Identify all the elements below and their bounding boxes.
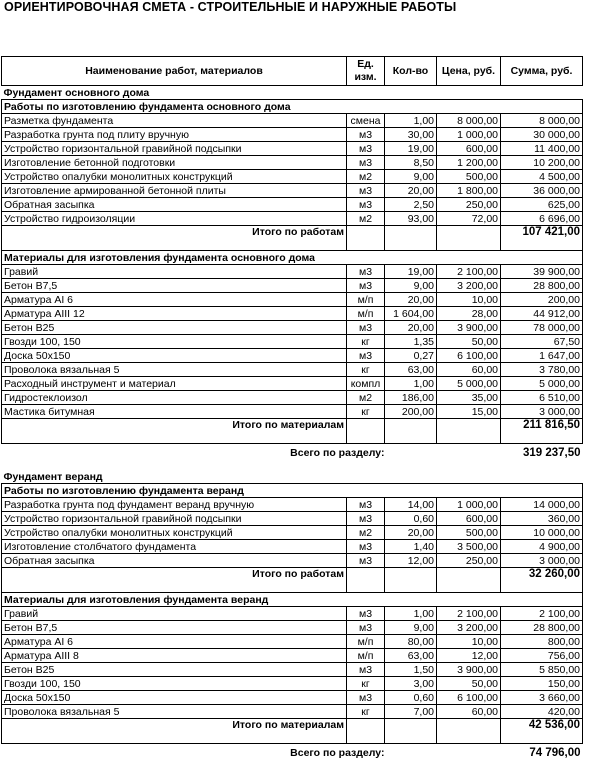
item-name: Арматура AI 6 <box>2 293 347 307</box>
spacer <box>2 462 583 470</box>
item-price: 10,00 <box>437 293 501 307</box>
item-sum: 6 696,00 <box>501 212 583 226</box>
item-qty: 9,00 <box>385 170 437 184</box>
item-name: Арматура AIII 8 <box>2 649 347 663</box>
material-row <box>2 621 583 635</box>
item-price: 60,00 <box>437 363 501 377</box>
item-qty: 12,00 <box>385 554 437 568</box>
item-qty: 80,00 <box>385 635 437 649</box>
item-sum: 150,00 <box>501 677 583 691</box>
work-row <box>2 498 583 512</box>
item-qty: 200,00 <box>385 405 437 419</box>
empty-cell <box>437 444 501 463</box>
works-total-label: Итого по работам <box>2 568 347 593</box>
item-qty: 1,50 <box>385 663 437 677</box>
item-unit: м3 <box>347 512 385 526</box>
item-sum: 5 000,00 <box>501 377 583 391</box>
item-sum: 78 000,00 <box>501 321 583 335</box>
item-name: Обратная засыпка <box>2 198 347 212</box>
section-title: Фундамент веранд <box>2 470 583 484</box>
empty-cell <box>437 568 501 593</box>
estimate-table-body <box>2 57 583 763</box>
item-name: Проволока вязальная 5 <box>2 705 347 719</box>
material-row <box>2 265 583 279</box>
item-unit: м3 <box>347 621 385 635</box>
materials-title-row <box>2 251 583 265</box>
item-price: 3 200,00 <box>437 279 501 293</box>
work-row <box>2 212 583 226</box>
empty-cell <box>385 744 437 763</box>
material-row <box>2 705 583 719</box>
item-unit: м3 <box>347 540 385 554</box>
works-total-row <box>2 226 583 251</box>
item-name: Устройство гидроизоляции <box>2 212 347 226</box>
item-sum: 67,50 <box>501 335 583 349</box>
work-row <box>2 114 583 128</box>
item-price: 600,00 <box>437 512 501 526</box>
item-name: Изготовление столбчатого фундамента <box>2 540 347 554</box>
item-unit: м2 <box>347 212 385 226</box>
work-row <box>2 526 583 540</box>
item-sum: 36 000,00 <box>501 184 583 198</box>
item-sum: 2 100,00 <box>501 607 583 621</box>
item-price: 5 000,00 <box>437 377 501 391</box>
item-unit: м3 <box>347 156 385 170</box>
item-price: 1 800,00 <box>437 184 501 198</box>
item-sum: 11 400,00 <box>501 142 583 156</box>
section-grand-total-row <box>2 444 583 463</box>
estimate-table <box>1 56 583 762</box>
item-qty: 2,50 <box>385 198 437 212</box>
header-name: Наименование работ, материалов <box>2 57 347 86</box>
header-sum: Сумма, руб. <box>501 57 583 86</box>
item-qty: 93,00 <box>385 212 437 226</box>
item-unit: м3 <box>347 498 385 512</box>
item-price: 250,00 <box>437 198 501 212</box>
item-sum: 3 780,00 <box>501 363 583 377</box>
item-unit: кг <box>347 705 385 719</box>
item-unit: м3 <box>347 349 385 363</box>
item-price: 12,00 <box>437 649 501 663</box>
item-name: Бетон В7,5 <box>2 621 347 635</box>
item-unit: м3 <box>347 198 385 212</box>
item-qty: 1 604,00 <box>385 307 437 321</box>
item-name: Гравий <box>2 265 347 279</box>
item-price: 250,00 <box>437 554 501 568</box>
material-row <box>2 607 583 621</box>
empty-cell <box>437 744 501 763</box>
item-qty: 3,00 <box>385 677 437 691</box>
item-unit: м/п <box>347 307 385 321</box>
material-row <box>2 691 583 705</box>
materials-total-row <box>2 419 583 444</box>
item-qty: 1,40 <box>385 540 437 554</box>
item-price: 500,00 <box>437 170 501 184</box>
item-sum: 1 647,00 <box>501 349 583 363</box>
page-title: ОРИЕНТИРОВОЧНАЯ СМЕТА - СТРОИТЕЛЬНЫЕ И НАРУЖНЫЕ РАБОТЫ <box>4 0 457 14</box>
item-unit: м2 <box>347 391 385 405</box>
item-qty: 14,00 <box>385 498 437 512</box>
materials-title: Материалы для изготовления фундамента основного дома <box>2 251 583 265</box>
item-sum: 8 000,00 <box>501 114 583 128</box>
item-sum: 4 900,00 <box>501 540 583 554</box>
item-qty: 1,35 <box>385 335 437 349</box>
materials-total-value: 42 536,00 <box>501 719 583 744</box>
item-qty: 20,00 <box>385 526 437 540</box>
item-price: 10,00 <box>437 635 501 649</box>
section-total-value: 319 237,50 <box>522 447 581 459</box>
work-row <box>2 156 583 170</box>
item-price: 500,00 <box>437 526 501 540</box>
item-unit: м3 <box>347 554 385 568</box>
item-name: Бетон В25 <box>2 663 347 677</box>
item-qty: 0,60 <box>385 691 437 705</box>
item-unit: м3 <box>347 607 385 621</box>
section-title-row <box>2 86 583 100</box>
item-sum: 3 000,00 <box>501 405 583 419</box>
section-total-label: Всего по разделу: <box>290 447 385 459</box>
item-qty: 1,00 <box>385 114 437 128</box>
item-unit: м/п <box>347 293 385 307</box>
works-title: Работы по изготовлению фундамента основного дома <box>2 100 583 114</box>
item-unit: м3 <box>347 142 385 156</box>
material-row <box>2 363 583 377</box>
empty-cell <box>385 568 437 593</box>
item-name: Изготовление армированной бетонной плиты <box>2 184 347 198</box>
item-unit: кг <box>347 335 385 349</box>
empty-cell <box>347 568 385 593</box>
section-total-label: Всего по разделу: <box>290 747 385 759</box>
item-name: Гидростеклоизол <box>2 391 347 405</box>
item-sum: 6 510,00 <box>501 391 583 405</box>
material-row <box>2 635 583 649</box>
item-sum: 625,00 <box>501 198 583 212</box>
work-row <box>2 142 583 156</box>
work-row <box>2 512 583 526</box>
item-price: 600,00 <box>437 142 501 156</box>
item-unit: м2 <box>347 170 385 184</box>
item-name: Доска 50х150 <box>2 349 347 363</box>
item-name: Бетон В7,5 <box>2 279 347 293</box>
material-row <box>2 335 583 349</box>
item-unit: м3 <box>347 663 385 677</box>
item-name: Гравий <box>2 607 347 621</box>
item-unit: м3 <box>347 265 385 279</box>
item-qty: 19,00 <box>385 142 437 156</box>
item-qty: 20,00 <box>385 293 437 307</box>
spacer-row <box>2 462 583 470</box>
item-name: Изготовление бетонной подготовки <box>2 156 347 170</box>
item-sum: 3 660,00 <box>501 691 583 705</box>
item-qty: 0,27 <box>385 349 437 363</box>
header-qty: Кол-во <box>385 57 437 86</box>
empty-cell <box>437 226 501 251</box>
item-name: Разработка грунта под плиту вручную <box>2 128 347 142</box>
work-row <box>2 170 583 184</box>
item-qty: 19,00 <box>385 265 437 279</box>
header-unit: Ед. изм. <box>347 57 385 86</box>
item-sum: 420,00 <box>501 705 583 719</box>
item-sum: 3 000,00 <box>501 554 583 568</box>
item-sum: 30 000,00 <box>501 128 583 142</box>
item-sum: 28 800,00 <box>501 279 583 293</box>
item-price: 6 100,00 <box>437 349 501 363</box>
item-price: 3 900,00 <box>437 663 501 677</box>
works-title: Работы по изготовлению фундамента веранд <box>2 484 583 498</box>
item-name: Разметка фундамента <box>2 114 347 128</box>
materials-total-label: Итого по материалам <box>2 419 347 444</box>
item-price: 3 500,00 <box>437 540 501 554</box>
material-row <box>2 279 583 293</box>
item-unit: кг <box>347 677 385 691</box>
item-name: Обратная засыпка <box>2 554 347 568</box>
item-sum: 10 000,00 <box>501 526 583 540</box>
item-qty: 63,00 <box>385 649 437 663</box>
item-name: Устройство опалубки монолитных конструкций <box>2 526 347 540</box>
item-unit: м3 <box>347 279 385 293</box>
work-row <box>2 554 583 568</box>
material-row <box>2 405 583 419</box>
item-price: 35,00 <box>437 391 501 405</box>
item-name: Проволока вязальная 5 <box>2 363 347 377</box>
works-total-value: 32 260,00 <box>501 568 583 593</box>
item-price: 8 000,00 <box>437 114 501 128</box>
empty-cell <box>437 719 501 744</box>
empty-cell <box>385 719 437 744</box>
table-header-row <box>2 57 583 86</box>
item-sum: 4 500,00 <box>501 170 583 184</box>
item-qty: 30,00 <box>385 128 437 142</box>
item-sum: 5 850,00 <box>501 663 583 677</box>
item-name: Устройство горизонтальной гравийной подсыпки <box>2 142 347 156</box>
item-qty: 186,00 <box>385 391 437 405</box>
section-grand-total-row <box>2 744 583 763</box>
item-name: Гвозди 100, 150 <box>2 335 347 349</box>
item-price: 2 100,00 <box>437 265 501 279</box>
item-unit: м/п <box>347 635 385 649</box>
empty-cell <box>347 226 385 251</box>
materials-title-row <box>2 593 583 607</box>
header-price: Цена, руб. <box>437 57 501 86</box>
works-total-value: 107 421,00 <box>501 226 583 251</box>
item-sum: 200,00 <box>501 293 583 307</box>
item-price: 60,00 <box>437 705 501 719</box>
item-unit: м2 <box>347 526 385 540</box>
work-row <box>2 128 583 142</box>
works-total-row <box>2 568 583 593</box>
item-sum: 44 912,00 <box>501 307 583 321</box>
item-price: 3 900,00 <box>437 321 501 335</box>
item-sum: 756,00 <box>501 649 583 663</box>
item-unit: м3 <box>347 691 385 705</box>
item-price: 50,00 <box>437 677 501 691</box>
item-name: Устройство горизонтальной гравийной подсыпки <box>2 512 347 526</box>
materials-total-label: Итого по материалам <box>2 719 347 744</box>
item-qty: 20,00 <box>385 321 437 335</box>
materials-title: Материалы для изготовления фундамента веранд <box>2 593 583 607</box>
item-price: 50,00 <box>437 335 501 349</box>
empty-cell <box>385 419 437 444</box>
item-price: 1 000,00 <box>437 128 501 142</box>
item-name: Арматура AIII 12 <box>2 307 347 321</box>
item-sum: 360,00 <box>501 512 583 526</box>
empty-cell <box>437 419 501 444</box>
materials-total-row <box>2 719 583 744</box>
material-row <box>2 293 583 307</box>
material-row <box>2 307 583 321</box>
material-row <box>2 349 583 363</box>
empty-cell <box>347 719 385 744</box>
item-price: 15,00 <box>437 405 501 419</box>
section-title: Фундамент основного дома <box>2 86 583 100</box>
item-unit: кг <box>347 363 385 377</box>
item-qty: 1,00 <box>385 607 437 621</box>
material-row <box>2 377 583 391</box>
works-total-label: Итого по работам <box>2 226 347 251</box>
empty-cell <box>347 419 385 444</box>
item-name: Бетон В25 <box>2 321 347 335</box>
item-qty: 63,00 <box>385 363 437 377</box>
material-row <box>2 663 583 677</box>
item-price: 28,00 <box>437 307 501 321</box>
item-sum: 10 200,00 <box>501 156 583 170</box>
item-name: Устройство опалубки монолитных конструкций <box>2 170 347 184</box>
item-name: Разработка грунта под фундамент веранд вручную <box>2 498 347 512</box>
item-unit: м/п <box>347 649 385 663</box>
item-price: 2 100,00 <box>437 607 501 621</box>
item-qty: 7,00 <box>385 705 437 719</box>
item-price: 6 100,00 <box>437 691 501 705</box>
material-row <box>2 391 583 405</box>
work-row <box>2 540 583 554</box>
item-sum: 14 000,00 <box>501 498 583 512</box>
item-unit: м3 <box>347 128 385 142</box>
item-price: 1 200,00 <box>437 156 501 170</box>
work-row <box>2 184 583 198</box>
material-row <box>2 677 583 691</box>
item-name: Доска 50х150 <box>2 691 347 705</box>
item-sum: 800,00 <box>501 635 583 649</box>
item-name: Мастика битумная <box>2 405 347 419</box>
item-qty: 20,00 <box>385 184 437 198</box>
item-name: Расходный инструмент и материал <box>2 377 347 391</box>
item-qty: 9,00 <box>385 621 437 635</box>
item-qty: 0,60 <box>385 512 437 526</box>
item-price: 3 200,00 <box>437 621 501 635</box>
item-qty: 9,00 <box>385 279 437 293</box>
material-row <box>2 649 583 663</box>
works-title-row <box>2 100 583 114</box>
work-row <box>2 198 583 212</box>
item-name: Арматура AI 6 <box>2 635 347 649</box>
section-title-row <box>2 470 583 484</box>
item-name: Гвозди 100, 150 <box>2 677 347 691</box>
item-sum: 28 800,00 <box>501 621 583 635</box>
empty-cell <box>385 444 437 463</box>
item-qty: 8,50 <box>385 156 437 170</box>
item-price: 72,00 <box>437 212 501 226</box>
empty-cell <box>385 226 437 251</box>
works-title-row <box>2 484 583 498</box>
item-unit: смена <box>347 114 385 128</box>
material-row <box>2 321 583 335</box>
section-total-value: 74 796,00 <box>529 747 581 759</box>
item-qty: 1,00 <box>385 377 437 391</box>
item-price: 1 000,00 <box>437 498 501 512</box>
item-unit: м3 <box>347 321 385 335</box>
item-unit: компл <box>347 377 385 391</box>
item-unit: кг <box>347 405 385 419</box>
item-unit: м3 <box>347 184 385 198</box>
materials-total-value: 211 816,50 <box>501 419 583 444</box>
item-sum: 39 900,00 <box>501 265 583 279</box>
